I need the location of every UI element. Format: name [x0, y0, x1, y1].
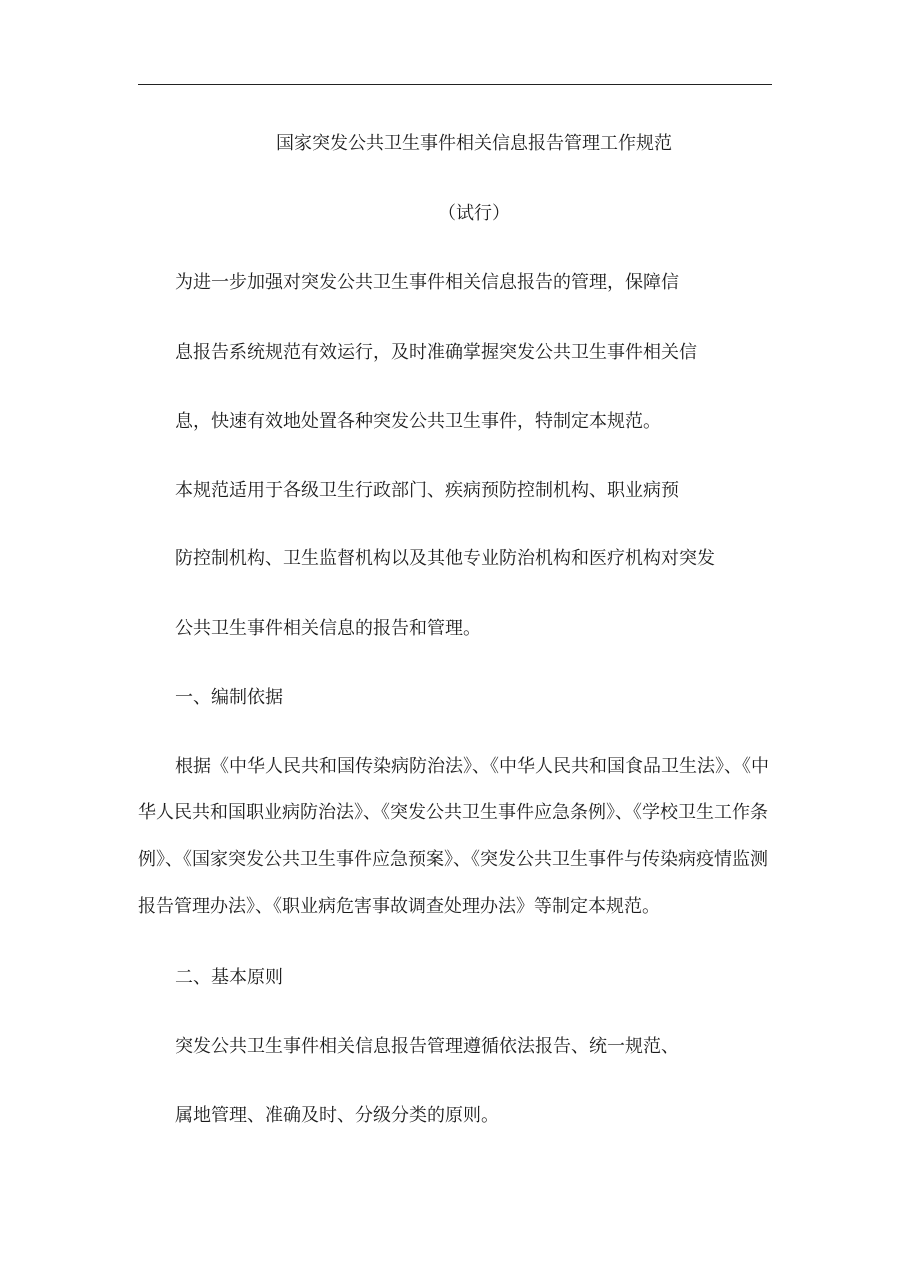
scope-line-2: 防控制机构、卫生监督机构以及其他专业防治机构和医疗机构对突发: [175, 548, 715, 569]
intro-line-1: 为进一步加强对突发公共卫生事件相关信息报告的管理，保障信: [175, 272, 679, 293]
intro-line-3: 息，快速有效地处置各种突发公共卫生事件，特制定本规范。: [175, 411, 661, 432]
document-title: 国家突发公共卫生事件相关信息报告管理工作规范: [276, 133, 672, 154]
intro-line-2: 息报告系统规范有效运行，及时准确掌握突发公共卫生事件相关信: [175, 342, 697, 363]
scope-line-3: 公共卫生事件相关信息的报告和管理。: [175, 618, 481, 639]
section1-line-2: 华人民共和国职业病防治法》、《突发公共卫生事件应急条例》、《学校卫生工作条: [138, 802, 768, 823]
section2-heading: 二、基本原则: [175, 967, 283, 988]
scope-line-1: 本规范适用于各级卫生行政部门、疾病预防控制机构、职业病预: [175, 480, 679, 501]
section1-heading: 一、编制依据: [175, 687, 283, 708]
section2-line-2: 属地管理、准确及时、分级分类的原则。: [175, 1105, 499, 1126]
section1-line-1: 根据《中华人民共和国传染病防治法》、《中华人民共和国食品卫生法》、《中: [175, 756, 769, 777]
document-subtitle: （试行）: [438, 203, 510, 224]
header-rule: [138, 84, 772, 85]
section1-line-4: 报告管理办法》、《职业病危害事故调查处理办法》等制定本规范。: [138, 896, 660, 917]
section2-line-1: 突发公共卫生事件相关信息报告管理遵循依法报告、统一规范、: [175, 1036, 679, 1057]
section1-line-3: 例》、《国家突发公共卫生事件应急预案》、《突发公共卫生事件与传染病疫情监测: [138, 849, 768, 870]
